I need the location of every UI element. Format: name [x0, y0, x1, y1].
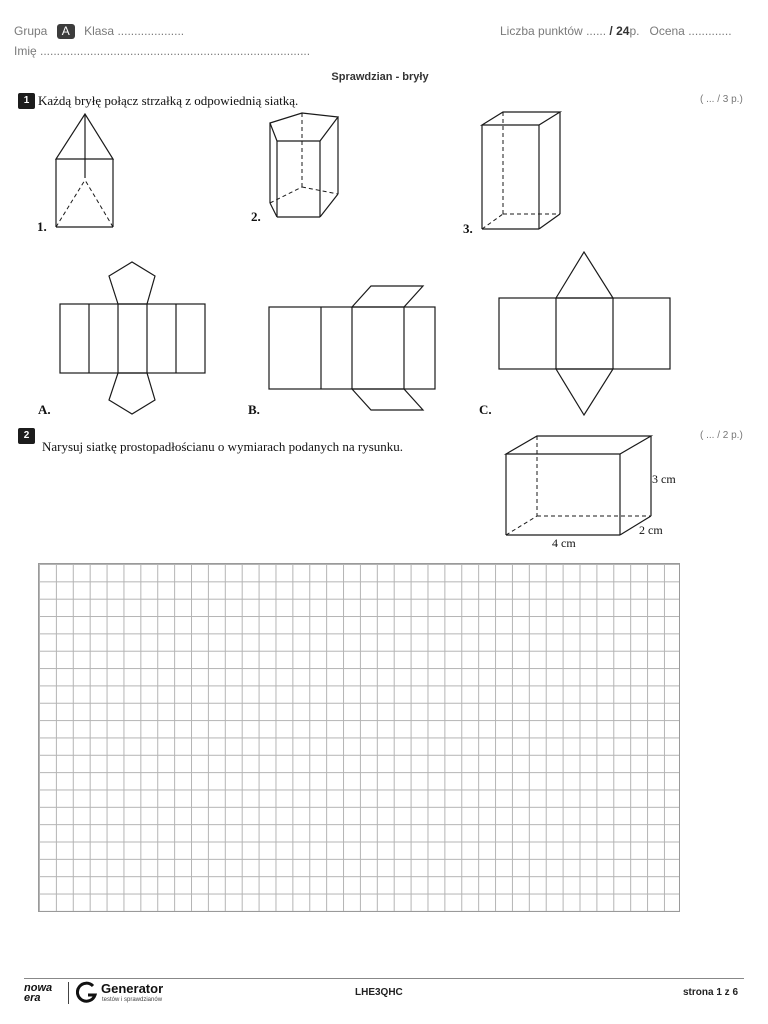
page-title: Sprawdzian - bryły — [331, 71, 429, 83]
points-field[interactable]: ...... — [586, 24, 607, 38]
question-number: 2 — [18, 428, 35, 444]
page-number: strona 1 z 6 — [683, 987, 739, 998]
question-text: Narysuj siatkę prostopadłościanu o wymiarach podanych na rysunku. — [42, 439, 404, 454]
solid-label-1: 1. — [37, 219, 47, 234]
question-number: 1 — [18, 93, 35, 109]
group-label: Grupa — [14, 24, 48, 38]
net-label-c: C. — [479, 402, 492, 417]
question-text: Każdą bryłę połącz strzałką z odpowiednią siatką. — [38, 93, 299, 108]
name-label: Imię — [14, 44, 37, 58]
logo-divider — [68, 982, 69, 1004]
question-points: ( ... / 3 p.) — [700, 94, 743, 105]
brand-name: Generator — [101, 981, 164, 996]
net-label-a: A. — [38, 402, 51, 417]
grade-field[interactable]: ............. — [688, 24, 732, 38]
answer-grid[interactable] — [38, 563, 680, 912]
class-field[interactable]: .................... — [117, 24, 185, 38]
dim-height: 3 cm — [652, 472, 676, 486]
solid-1-triangular-prism — [56, 114, 113, 227]
name-field[interactable]: ................................................................................. — [40, 44, 311, 58]
net-c — [499, 252, 670, 415]
generator-logo-icon — [76, 981, 98, 1005]
class-label: Klasa — [84, 24, 115, 38]
header-score: Liczba punktów ...... / 24p. Ocena ............. — [500, 24, 732, 38]
dim-width: 4 cm — [552, 536, 576, 550]
grade-label: Ocena — [649, 24, 685, 38]
nowa-era-logo: nowa era — [24, 982, 53, 1004]
brand-subtitle: testów i sprawdzianów — [102, 997, 163, 1003]
group-badge: A — [57, 24, 75, 39]
solid-3-cuboid — [482, 112, 560, 229]
solid-2-pentagonal-prism — [270, 113, 338, 217]
points-total: 24 — [616, 24, 630, 38]
net-a — [60, 262, 205, 414]
q2-cuboid — [506, 436, 651, 535]
points-label: Liczba punktów — [500, 24, 583, 38]
test-code: LHE3QHC — [355, 987, 403, 998]
question-points: ( ... / 2 p.) — [700, 430, 743, 441]
solid-label-2: 2. — [251, 209, 261, 224]
dim-depth: 2 cm — [639, 523, 663, 537]
footer-divider — [24, 978, 744, 979]
net-b — [269, 286, 435, 410]
solid-label-3: 3. — [463, 221, 473, 236]
net-label-b: B. — [248, 402, 260, 417]
